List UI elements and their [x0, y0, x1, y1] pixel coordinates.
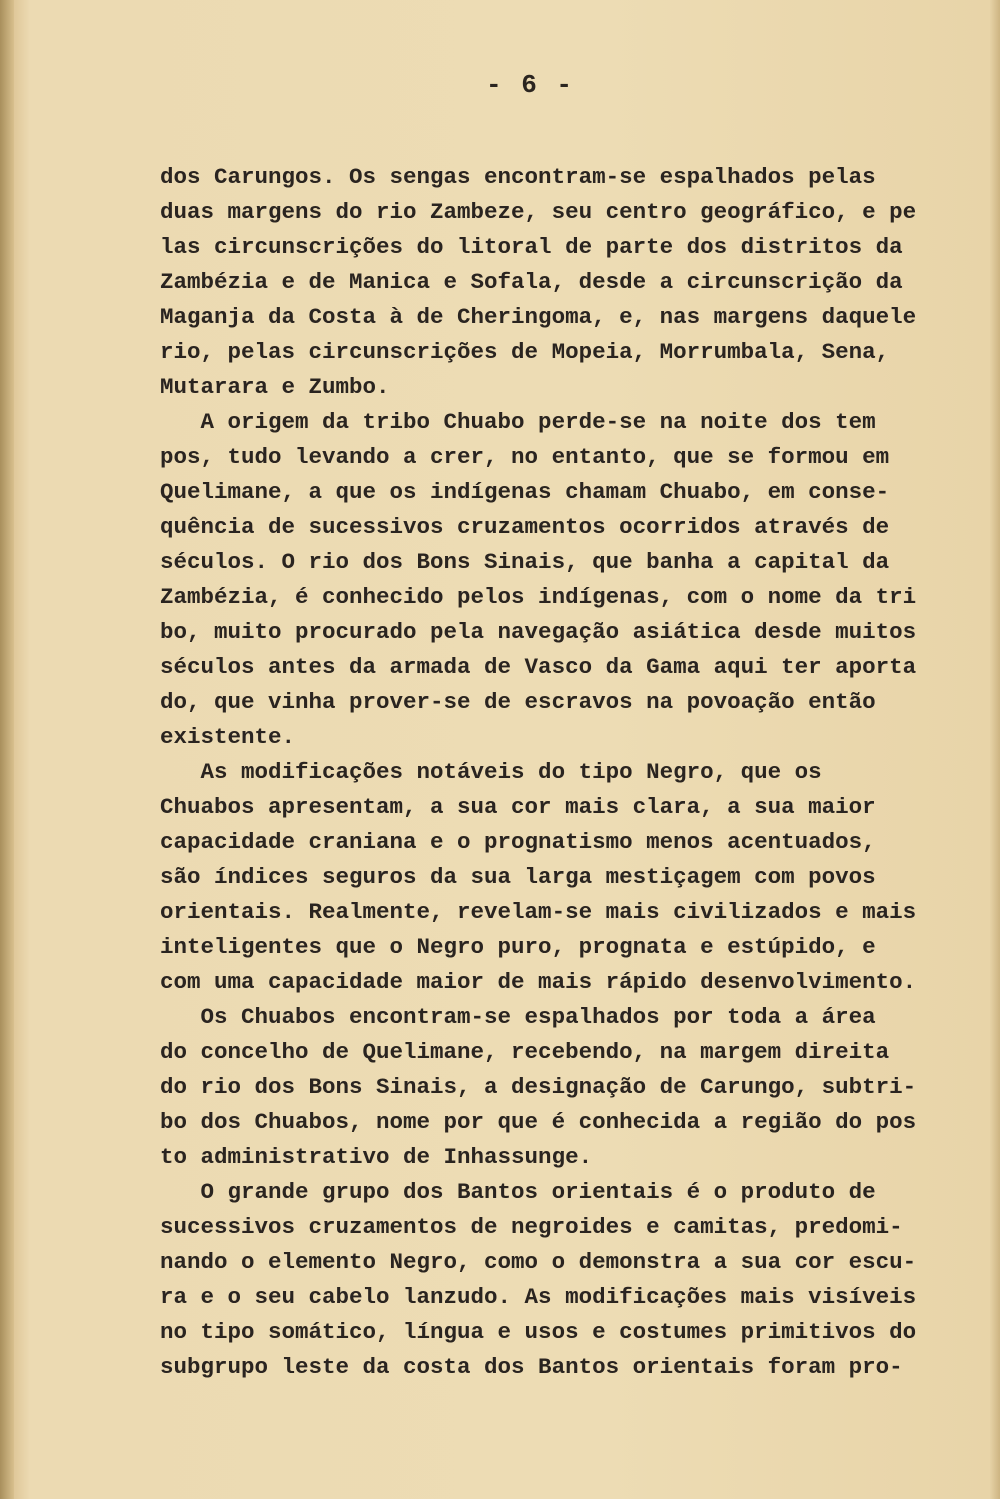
text-line: A origem da tribo Chuabo perde-se na noite dos tem [160, 409, 876, 435]
text-line: quência de sucessivos cruzamentos ocorridos através de [160, 514, 890, 540]
text-line: bo, muito procurado pela navegação asiática desde muitos [160, 619, 917, 645]
text-line: Maganja da Costa à de Cheringoma, e, nas margens daquele [160, 304, 917, 330]
text-line: são índices seguros da sua larga mestiçagem com povos [160, 864, 876, 890]
text-line: Os Chuabos encontram-se espalhados por toda a área [160, 1004, 876, 1030]
text-line: bo dos Chuabos, nome por que é conhecida a região do pos [160, 1109, 917, 1135]
text-line: dos Carungos. Os sengas encontram-se espalhados pelas [160, 164, 876, 190]
text-line: sucessivos cruzamentos de negroides e camitas, predomi- [160, 1214, 903, 1240]
text-line: do, que vinha prover-se de escravos na povoação então [160, 689, 876, 715]
text-line: nando o elemento Negro, como o demonstra a sua cor escu- [160, 1249, 917, 1275]
text-line: existente. [160, 724, 296, 750]
text-line: séculos antes da armada de Vasco da Gama aqui ter aporta [160, 654, 917, 680]
text-line: séculos. O rio dos Bons Sinais, que banha a capital da [160, 549, 890, 575]
page-right-edge [990, 0, 1000, 1499]
text-line: las circunscrições do litoral de parte dos distritos da [160, 234, 903, 260]
text-line: duas margens do rio Zambeze, seu centro geográfico, e pe [160, 199, 917, 225]
page-left-edge [0, 0, 14, 1499]
text-line: pos, tudo levando a crer, no entanto, que se formou em [160, 444, 890, 470]
text-line: com uma capacidade maior de mais rápido desenvolvimento. [160, 969, 917, 995]
text-line: subgrupo leste da costa dos Bantos orientais foram pro- [160, 1354, 903, 1380]
text-line: orientais. Realmente, revelam-se mais civilizados e mais [160, 899, 917, 925]
text-line: no tipo somático, língua e usos e costumes primitivos do [160, 1319, 917, 1345]
text-line: ra e o seu cabelo lanzudo. As modificações mais visíveis [160, 1284, 917, 1310]
text-line: to administrativo de Inhassunge. [160, 1144, 593, 1170]
text-line: As modificações notáveis do tipo Negro, que os [160, 759, 822, 785]
text-line: do rio dos Bons Sinais, a designação de Carungo, subtri- [160, 1074, 917, 1100]
text-line: Quelimane, a que os indígenas chamam Chuabo, em conse- [160, 479, 890, 505]
page-number: - 6 - [485, 70, 574, 100]
text-line: Zambézia e de Manica e Sofala, desde a circunscrição da [160, 269, 903, 295]
text-line: capacidade craniana e o prognatismo menos acentuados, [160, 829, 876, 855]
text-line: O grande grupo dos Bantos orientais é o produto de [160, 1179, 876, 1205]
text-line: inteligentes que o Negro puro, prognata e estúpido, e [160, 934, 876, 960]
body-text [160, 160, 950, 1385]
text-line: Zambézia, é conhecido pelos indígenas, com o nome da tri [160, 584, 917, 610]
text-line: rio, pelas circunscrições de Mopeia, Morrumbala, Sena, [160, 339, 890, 365]
text-line: do concelho de Quelimane, recebendo, na margem direita [160, 1039, 890, 1065]
text-line: Mutarara e Zumbo. [160, 374, 390, 400]
text-line: Chuabos apresentam, a sua cor mais clara, a sua maior [160, 794, 876, 820]
